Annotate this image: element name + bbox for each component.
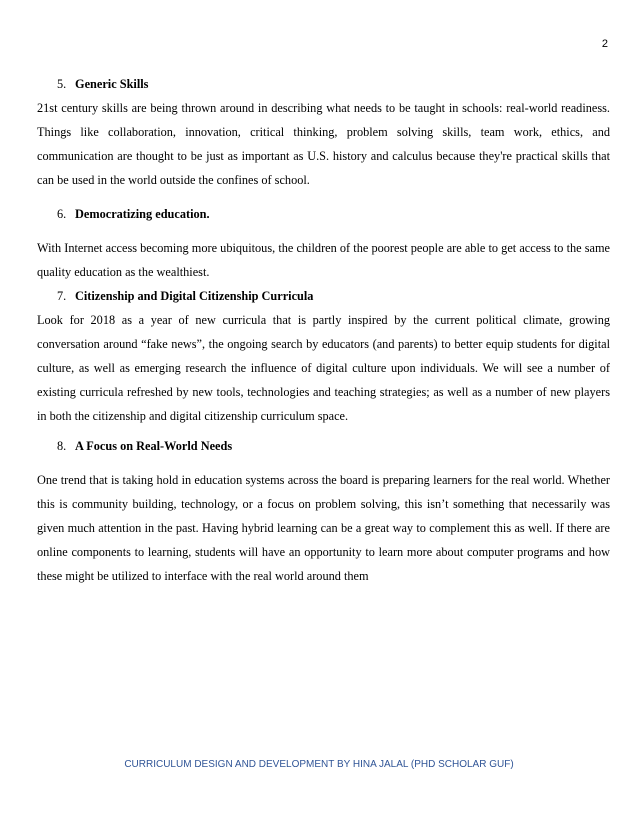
section-title: Generic Skills [75,77,149,91]
section-paragraph-generic-skills: 21st century skills are being thrown around in describing what needs to be taught in schools: real-world readiness. Things like collaboration, innovation, critical thinking, problem solving skills, team work, ethics, and communication are thought to be just as important as U.S. history and calculus because they're practical skills that can be used in the world outside the confines of school. [37,101,610,187]
section-paragraph-citizenship-curricula: Look for 2018 as a year of new curricula that is partly inspired by the current political climate, growing conversation around “fake news”, the ongoing search by educators (and parents) to better equip students for digital culture, as well as emerging research the influence of digital culture upon individuals. We will see a number of existing curricula refreshed by new tools, technologies and teaching strategies; as well as a number of new players in both the citizenship and digital citizenship curriculum space. [37,313,610,423]
section-heading-citizenship-curricula [37,284,610,308]
section-heading-democratizing-education [37,202,610,226]
section-number: 6. [57,207,67,221]
document-body [37,72,610,588]
section-title: A Focus on Real-World Needs [75,439,233,453]
section-title: Citizenship and Digital Citizenship Curricula [75,289,314,303]
section-heading-real-world-needs [37,434,610,458]
page-number: 2 [601,38,608,50]
section-number: 5. [57,77,67,91]
section-paragraph-real-world-needs: One trend that is taking hold in education systems across the board is preparing learners for the real world. Whether this is community building, technology, or a focus on problem solving, this isn’t something that necessarily was given much attention in the past. Having hybrid learning can be a great way to complement this as well. If there are online components to learning, students will have an opportunity to learn more about computer programs and how these might be utilized to interface with the real world around them [37,473,610,583]
section-title: Democratizing education. [75,207,210,221]
section-heading-generic-skills [37,72,610,96]
page-footer: CURRICULUM DESIGN AND DEVELOPMENT BY HINA JALAL (PHD SCHOLAR GUF) [124,759,514,770]
section-number: 7. [57,289,67,303]
section-number: 8. [57,439,67,453]
section-paragraph-democratizing-education: With Internet access becoming more ubiquitous, the children of the poorest people are able to get access to the same quality education as the wealthiest. [37,241,610,279]
